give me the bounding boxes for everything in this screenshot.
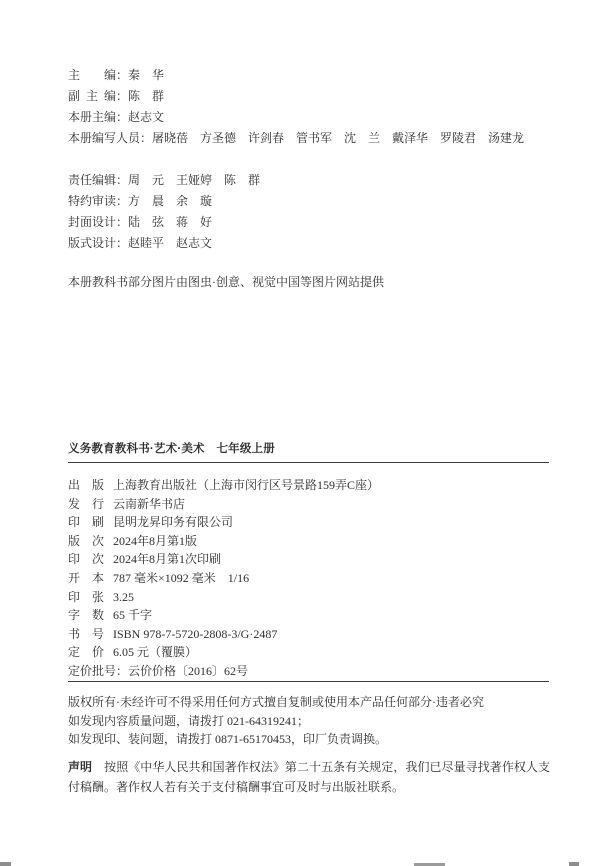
editor-role-label: 本册主编 bbox=[68, 110, 117, 124]
pub-label: 发行 bbox=[68, 496, 104, 511]
pub-value: 2024年8月第1版 bbox=[113, 533, 198, 548]
editor-row bbox=[68, 65, 524, 86]
staff-names: ：周 元 王娅婷 陈 群 bbox=[116, 173, 261, 187]
pub-value: 3.25 bbox=[113, 589, 134, 604]
pub-value: 6.05 元（覆膜） bbox=[113, 645, 198, 660]
pub-row bbox=[68, 550, 379, 569]
pub-label: 定价批号： bbox=[68, 663, 129, 678]
editor-role-label: 本册编写人员 bbox=[68, 131, 141, 145]
printing-hotline-line: 如发现印、装问题，请拨打 0871-65170453，印厂负责调换。 bbox=[68, 732, 387, 747]
statement-body: 按照《中华人民共和国著作权法》第二十五条有关规定，我们已尽量寻找著作权人支付稿酬。著作权人若有关于支付稿酬事宜可及时与出版社联系。 bbox=[68, 760, 550, 794]
staff-row bbox=[68, 212, 260, 233]
editor-names: ：赵志文 bbox=[116, 110, 165, 124]
copyright-block bbox=[68, 693, 484, 749]
editor-role-label: 副主编 bbox=[68, 89, 116, 103]
editor-names: ：陈 群 bbox=[116, 89, 165, 103]
pub-label: 印次 bbox=[68, 552, 104, 567]
publication-details-block bbox=[68, 476, 379, 681]
staff-role-label: 特约审读 bbox=[68, 194, 117, 208]
editor-role-label: 主编 bbox=[68, 68, 116, 82]
staff-names: ：方 晨 余 璇 bbox=[116, 194, 213, 208]
pub-value: ISBN 978-7-5720-2808-3/G·2487 bbox=[113, 626, 278, 641]
staff-row bbox=[68, 233, 260, 254]
staff-row bbox=[68, 170, 260, 191]
editor-row bbox=[68, 107, 524, 128]
pub-label: 字数 bbox=[68, 608, 104, 623]
staff-role-label: 责任编辑 bbox=[68, 173, 117, 187]
copyright-notice-line: 版权所有·未经许可不得采用任何方式擅自复制或使用本产品任何部分·违者必究 bbox=[68, 695, 484, 709]
pub-row bbox=[68, 513, 379, 532]
staff-role-label: 封面设计 bbox=[68, 215, 117, 229]
image-credit-line: 本册教科书部分图片由图虫·创意、视觉中国等图片网站提供 bbox=[68, 275, 384, 289]
pub-value: 787 毫米×1092 毫米 1/16 bbox=[113, 570, 250, 585]
pub-row bbox=[68, 606, 379, 625]
scan-artifact-right bbox=[569, 862, 579, 866]
divider-rule-bottom bbox=[68, 681, 549, 682]
pub-row bbox=[68, 643, 379, 662]
pub-label: 出版 bbox=[68, 478, 104, 492]
editor-names: ：屠晓蓓 方圣德 许剑春 管书军 沈 兰 戴泽华 罗陵君 汤建龙 bbox=[140, 131, 525, 145]
pub-row bbox=[68, 495, 379, 514]
editor-names: ：秦 华 bbox=[116, 68, 165, 82]
pub-label: 定价 bbox=[68, 645, 104, 660]
quality-hotline-line: 如发现内容质量问题，请拨打 021-64319241； bbox=[68, 713, 309, 728]
pub-row bbox=[68, 569, 379, 588]
pub-value: 云价价格〔2016〕62号 bbox=[128, 663, 249, 678]
pub-label: 版次 bbox=[68, 533, 104, 548]
chief-editors-block bbox=[68, 65, 524, 149]
pub-row bbox=[68, 625, 379, 644]
pub-value: 65 千字 bbox=[113, 608, 153, 623]
editor-row bbox=[68, 128, 524, 149]
pub-value: 云南新华书店 bbox=[113, 496, 186, 511]
pub-label: 印张 bbox=[68, 589, 104, 604]
editor-row bbox=[68, 86, 524, 107]
divider-rule-top bbox=[68, 462, 549, 463]
statement-heading: 声明 bbox=[68, 760, 93, 774]
pub-value: 昆明龙昇印务有限公司 bbox=[113, 515, 234, 530]
pub-label: 书号 bbox=[68, 626, 104, 641]
statement-paragraph bbox=[68, 757, 550, 797]
staff-block bbox=[68, 170, 260, 254]
pub-value: 2024年8月第1次印刷 bbox=[113, 552, 222, 567]
staff-role-label: 版式设计 bbox=[68, 236, 117, 250]
pub-row-price-approval bbox=[68, 662, 379, 681]
staff-names: ：赵睦平 赵志文 bbox=[116, 236, 213, 250]
pub-row bbox=[68, 532, 379, 551]
scan-artifact-left bbox=[0, 862, 11, 866]
pub-label: 开本 bbox=[68, 570, 104, 585]
staff-row bbox=[68, 191, 260, 212]
book-title: 义务教育教科书·艺术·美术 七年级上册 bbox=[68, 443, 275, 455]
pub-row bbox=[68, 588, 379, 607]
pub-row bbox=[68, 476, 379, 495]
pub-value: 上海教育出版社（上海市闵行区号景路159弄C座） bbox=[113, 478, 380, 492]
pub-label: 印刷 bbox=[68, 515, 104, 530]
staff-names: ：陆 弦 蒋 好 bbox=[116, 215, 213, 229]
